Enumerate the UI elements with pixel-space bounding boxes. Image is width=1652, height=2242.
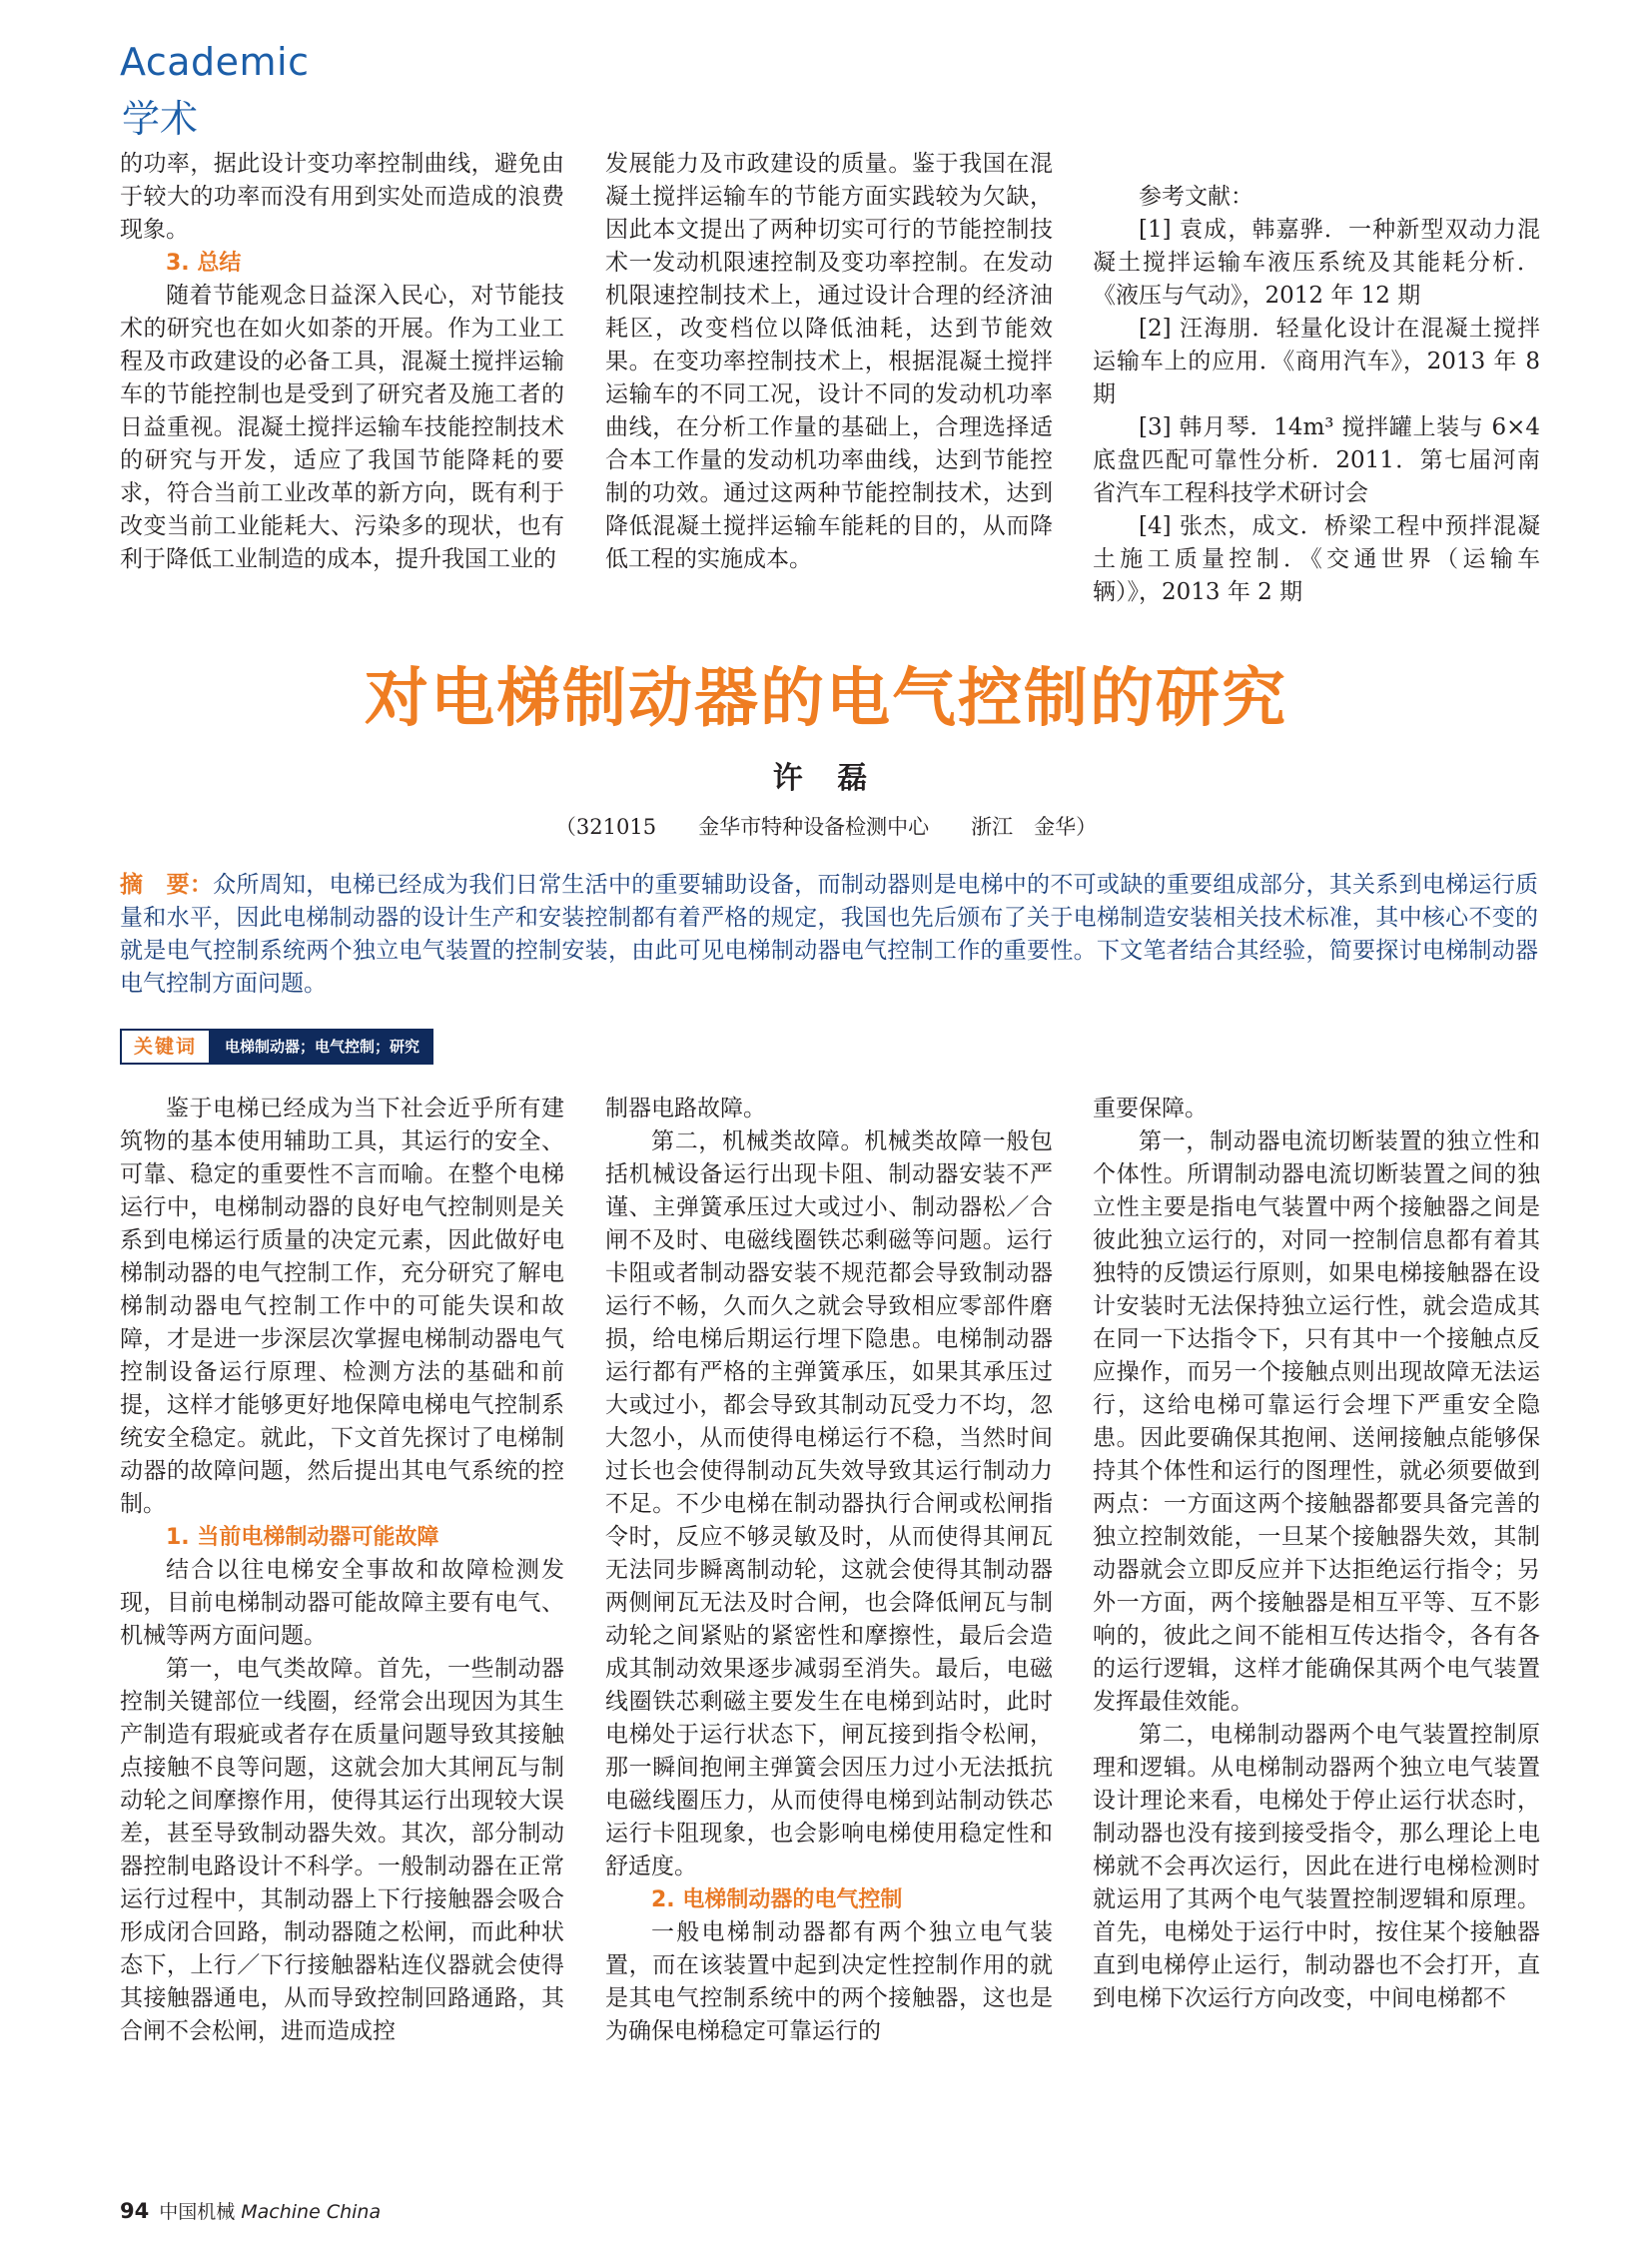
- paragraph: 鉴于电梯已经成为当下社会近乎所有建筑物的基本使用辅助工具，其运行的安全、可靠、稳定的重要性不言而喻。在整个电梯运行中，电梯制动器的良好电气控制则是关系到电梯运行质量的决定元素，因此做好电梯制动器的电气控制工作，充分研究了解电梯制动器电气控制工作中的可能失误和故障，才是进一步深层次掌握电梯制动器电气控制设备运行原理、检测方法的基础和前提，这样才能够更好地保障电梯电气控制系统安全稳定。就此，下文首先探讨了电梯制动器的故障问题，然后提出其电气系统的控制。: [120, 1096, 564, 1517]
- paragraph: 制器电路故障。: [605, 1096, 766, 1121]
- body-column-2: [605, 1093, 1053, 2048]
- paragraph: 第一，电气类故障。首先，一些制动器控制关键部位一线圈，经常会出现因为其生产制造有瑕疵或者存在质量问题导致其接触点接触不良等问题，这就会加大其闸瓦与制动轮之间摩擦作用，使得其运行出现较大误差，甚至导致制动器失效。其次，部分制动器控制电路设计不科学。一般制动器在正常运行过程中，其制动器上下行接触器会吸合形成闭合回路，制动器随之松闸，而此种状态下，上行／下行接触器粘连仪器就会使得其接触器通电，从而导致控制回路通路，其合闸不会松闸，进而造成控: [120, 1656, 564, 2044]
- paragraph: 的功率，据此设计变功率控制曲线，避免由于较大的功率而没有用到实处而造成的浪费现象。: [120, 151, 564, 243]
- paragraph: 结合以往电梯安全事故和故障检测发现，目前电梯制动器可能故障主要有电气、机械等两方面问题。: [120, 1557, 564, 1649]
- section-heading-2: 2. 电梯制动器的电气控制: [651, 1887, 903, 1912]
- previous-article-column-2: [605, 148, 1053, 576]
- spacer: [1093, 148, 1540, 181]
- reference-item: [2] 汪海朋．轻量化设计在混凝土搅拌运输车上的应用．《商用汽车》，2013 年 8 期: [1093, 316, 1540, 407]
- section-heading-conclusion: 3. 总结: [166, 251, 242, 276]
- article-author: 许 磊: [772, 761, 880, 796]
- reference-item: [4] 张杰，成文．桥梁工程中预拌混凝土施工质量控制．《交通世界（运输车辆）》，2013 年 2 期: [1093, 513, 1540, 605]
- paragraph: 重要保障。: [1093, 1096, 1208, 1121]
- keywords-value: 电梯制动器；电气控制；研究: [211, 1029, 433, 1065]
- paragraph: 随着节能观念日益深入民心，对节能技术的研究也在如火如荼的开展。作为工业工程及市政建设的必备工具，混凝土搅拌运输车的节能控制也是受到了研究者及施工者的日益重视。混凝土搅拌运输车技能控制技术的研究与开发，适应了我国节能降耗的要求，符合当前工业改革的新方向，既有利于改变当前工业能耗大、污染多的现状，也有利于降低工业制造的成本，提升我国工业的: [120, 283, 564, 572]
- references-heading: 参考文献：: [1139, 184, 1253, 210]
- keywords-bar: [120, 1029, 433, 1065]
- page-number: 94: [120, 2199, 150, 2223]
- journal-name-en: Machine China: [241, 2201, 382, 2223]
- article-title: 对电梯制动器的电气控制的研究: [365, 662, 1287, 736]
- paragraph: 一般电梯制动器都有两个独立电气装置，而在该装置中起到决定性控制作用的就是其电气控制系统中的两个接触器，这也是为确保电梯稳定可靠运行的: [605, 1919, 1053, 2044]
- article-affiliation: （321015 金华市特种设备检测中心 浙江 金华）: [554, 815, 1098, 839]
- abstract: [120, 869, 1538, 1001]
- paragraph: 第二，机械类故障。机械类故障一般包括机械设备运行出现卡阻、制动器安装不严谨、主弹簧承压过大或过小、制动器松／合闸不及时、电磁线圈铁芯剩磁等问题。运行卡阻或者制动器安装不规范都会导致制动器运行不畅，久而久之就会导致相应零部件磨损，给电梯后期运行埋下隐患。电梯制动器运行都有严格的主弹簧承压，如果其承压过大或过小，都会导致其制动瓦受力不均，忽大忽小，从而使得电梯运行不稳，当然时间过长也会使得制动瓦失效导致其运行制动力不足。不少电梯在制动器执行合闸或松闸指令时，反应不够灵敏及时，从而使得其闸瓦无法同步瞬离制动轮，这就会使得其制动器两侧闸瓦无法及时合闸，也会降低闸瓦与制动轮之间紧贴的紧密性和摩擦性，最后会造成其制动效果逐步减弱至消失。最后，电磁线圈铁芯剩磁主要发生在电梯到站时，此时电梯处于运行状态下，闸瓦接到指令松闸，那一瞬间抱闸主弹簧会因压力过小无法抵抗电磁线圈压力，从而使得电梯到站制动铁芯运行卡阻现象，也会影响电梯使用稳定性和舒适度。: [605, 1128, 1053, 1879]
- previous-article-column-1: [120, 148, 564, 576]
- paragraph: 第一，制动器电流切断装置的独立性和个体性。所谓制动器电流切断装置之间的独立性主要是指电气装置中两个接触器之间是彼此独立运行的，对同一控制信息都有着其独特的反馈运行原则，如果电梯接触器在设计安装时无法保持独立运行性，就会造成其在同一下达指令下，只有其中一个接触点反应操作，而另一个接触点则出现故障无法运行，这给电梯可靠运行会埋下严重安全隐患。因此要确保其抱闸、送闸接触点能够保持其个体性和运行的图理性，就必须要做到两点：一方面这两个接触器都要具备完善的独立控制效能，一旦某个接触器失效，其制动器就会立即反应并下达拒绝运行指令；另外一方面，两个接触器是相互平等、互不影响的，彼此之间不能相互传达指令，各有各的运行逻辑，这样才能确保其两个电气装置发挥最佳效能。: [1093, 1128, 1540, 1715]
- section-header-english: Academic: [120, 40, 310, 84]
- reference-item: [1] 袁成，韩嘉骅．一种新型双动力混凝土搅拌运输车液压系统及其能耗分析．《液压与气动》，2012 年 12 期: [1093, 217, 1540, 309]
- references-column: [1093, 148, 1540, 609]
- reference-item: [3] 韩月琴．14m³ 搅拌罐上装与 6×4 底盘匹配可靠性分析．2011．第七届河南省汽车工程科技学术研讨会: [1093, 414, 1540, 506]
- paragraph: 发展能力及市政建设的质量。鉴于我国在混凝土搅拌运输车的节能方面实践较为欠缺，因此本文提出了两种切实可行的节能控制技术一发动机限速控制及变功率控制。在发动机限速控制技术上，通过设计合理的经济油耗区，改变档位以降低油耗，达到节能效果。在变功率控制技术上，根据混凝土搅拌运输车的不同工况，设计不同的发动机功率曲线，在分析工作量的基础上，合理选择适合本工作量的发动机功率曲线，达到节能控制的功效。通过这两种节能控制技术，达到降低混凝土搅拌运输车能耗的目的，从而降低工程的实施成本。: [605, 151, 1053, 572]
- body-column-3: [1093, 1093, 1540, 2015]
- abstract-label: 摘 要：: [120, 872, 214, 898]
- keywords-label: 关键词: [120, 1029, 211, 1065]
- section-heading-1: 1. 当前电梯制动器可能故障: [166, 1525, 439, 1550]
- section-header-chinese: 学术: [122, 97, 199, 141]
- body-column-1: [120, 1093, 564, 2048]
- paragraph: 第二，电梯制动器两个电气装置控制原理和逻辑。从电梯制动器两个独立电气装置设计理论来看，电梯处于停止运行状态时，制动器也没有接到接受指令，那么理论上电梯就不会再次运行，因此在进行电梯检测时就运用了其两个电气装置控制逻辑和原理。首先，电梯处于运行中时，按住某个接触器直到电梯停止运行，制动器也不会打开，直到电梯下次运行方向改变，中间电梯都不: [1093, 1722, 1540, 2011]
- journal-name-cn: 中国机械: [159, 2201, 236, 2223]
- abstract-text: 众所周知，电梯已经成为我们日常生活中的重要辅助设备，而制动器则是电梯中的不可或缺的重要组成部分，其关系到电梯运行质量和水平，因此电梯制动器的设计生产和安装控制都有着严格的规定，我国也先后颁布了关于电梯制造安装相关技术标准，其中核心不变的就是电气控制系统两个独立电气装置的控制安装，由此可见电梯制动器电气控制工作的重要性。下文笔者结合其经验，简要探讨电梯制动器电气控制方面问题。: [120, 872, 1539, 997]
- page-footer: [120, 2197, 381, 2224]
